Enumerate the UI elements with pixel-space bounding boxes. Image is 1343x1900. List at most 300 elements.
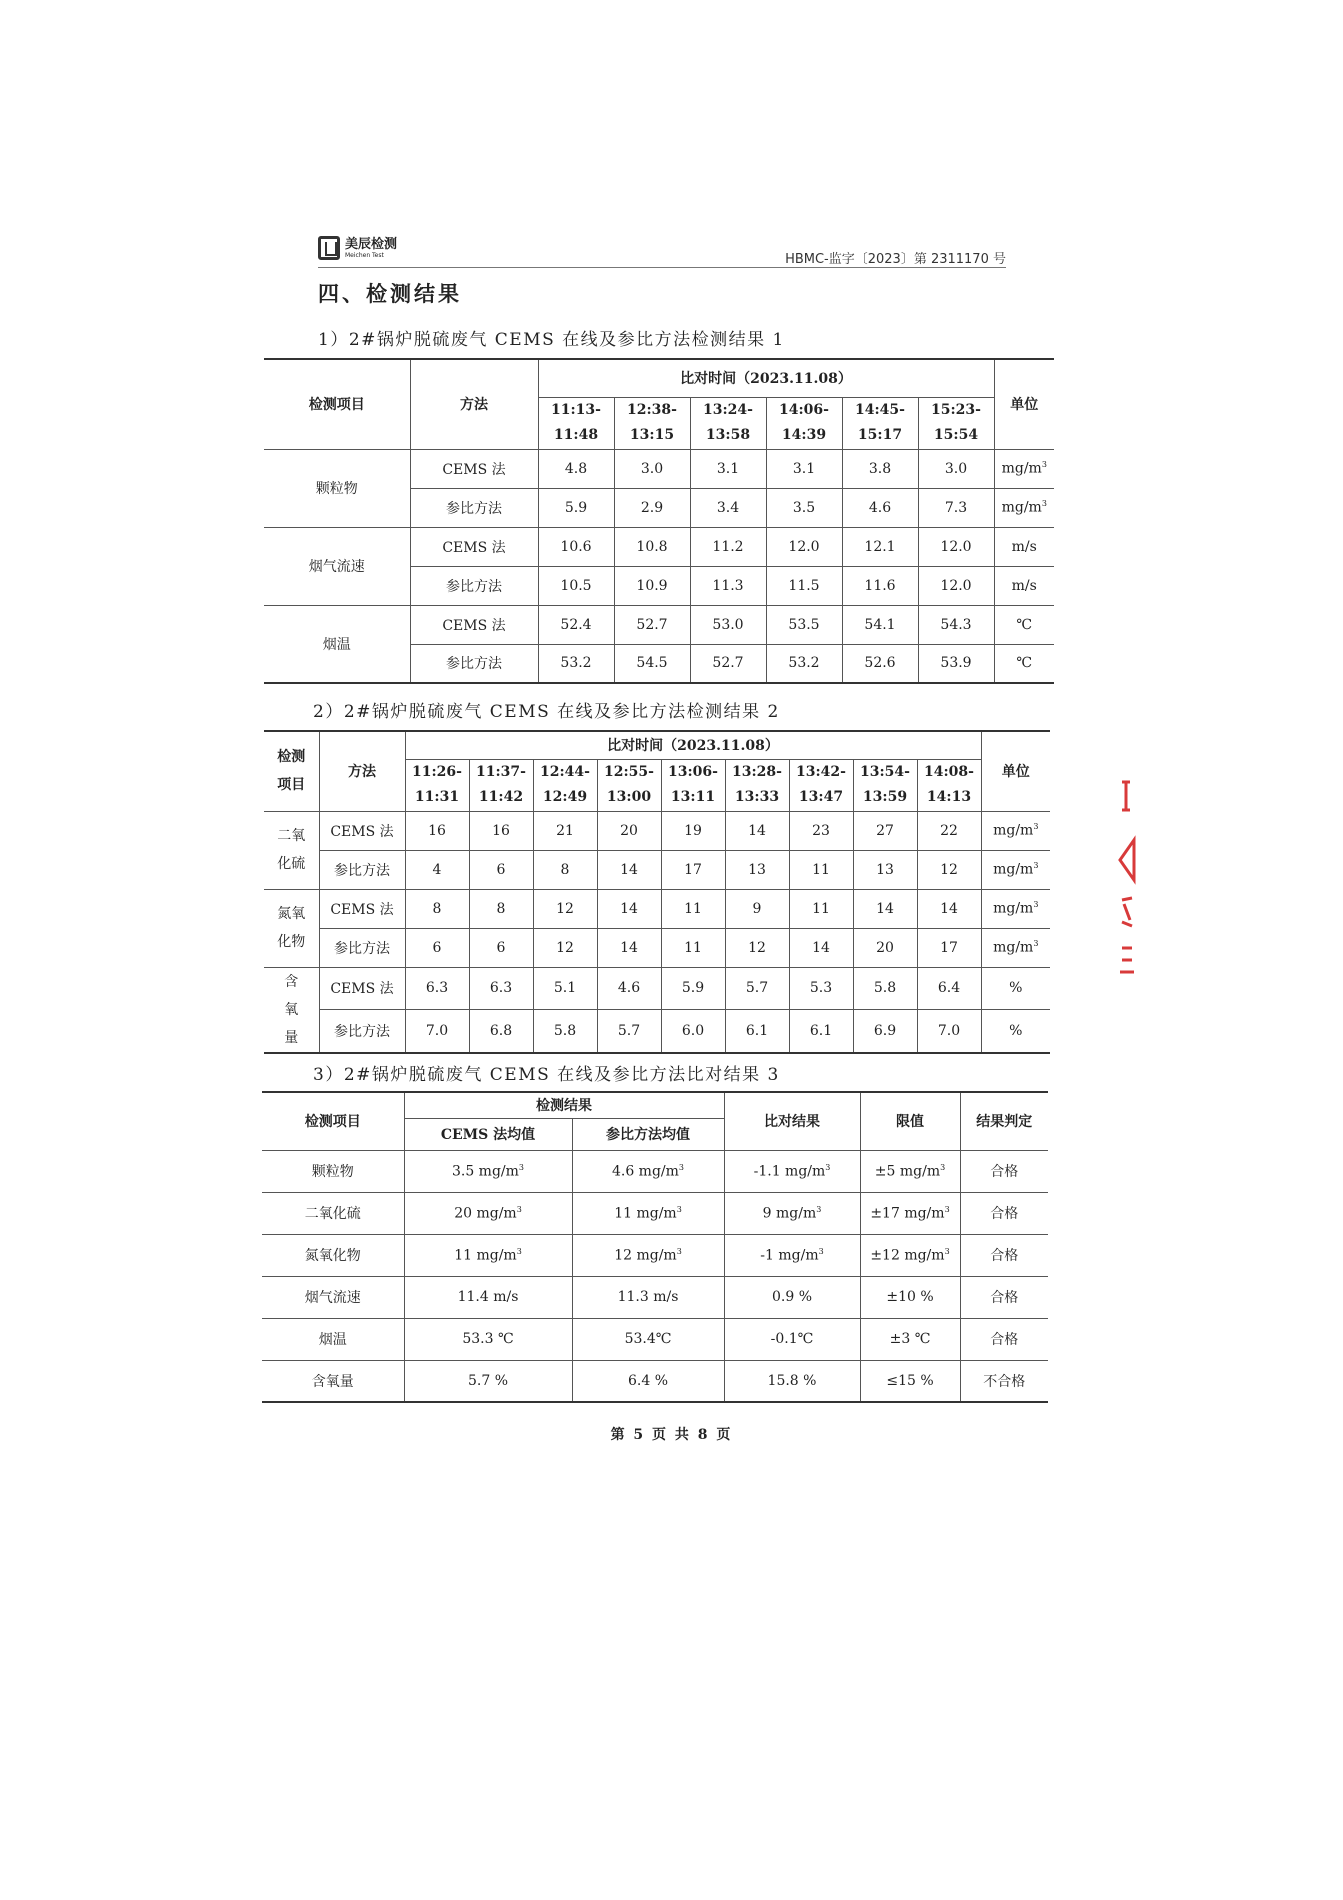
- time-end: 14:39: [781, 427, 827, 443]
- t3-header-compare: 比对结果: [724, 1092, 860, 1150]
- judgement-cell: 合格: [960, 1192, 1048, 1234]
- unit-cell-text: ℃: [1016, 616, 1033, 633]
- page-header: [318, 229, 1006, 268]
- t3-header-ref-avg: 参比方法均值: [572, 1118, 724, 1150]
- compare-cell: [724, 1192, 860, 1234]
- time-end: 13:59: [862, 789, 908, 805]
- value-cell: 54.5: [614, 644, 690, 683]
- cems-avg-cell: [404, 1276, 572, 1318]
- value-cell: 9: [725, 889, 789, 928]
- t2-header-item: [264, 731, 319, 811]
- t1-header-method: 方法: [410, 359, 538, 449]
- value-cell: 52.6: [842, 644, 918, 683]
- compare-cell-text: 0.9 %: [771, 1289, 813, 1305]
- method-cell: CEMS 法: [410, 527, 538, 566]
- value-cell: 5.8: [533, 1010, 597, 1053]
- stamp-stroke-2: [1120, 840, 1134, 880]
- value-cell: 7.3: [918, 488, 994, 527]
- table-row: [262, 1276, 1048, 1318]
- item-name-line: 化硫: [277, 856, 306, 872]
- table2-time-header: [469, 759, 533, 811]
- compare-cell-text: -1.1 mg/m: [753, 1163, 826, 1180]
- value-cell: 53.2: [766, 644, 842, 683]
- time-end: 11:42: [478, 789, 524, 805]
- time-end: 11:31: [414, 789, 460, 805]
- time-end: 13:15: [629, 427, 675, 443]
- time-end: 13:47: [798, 789, 844, 805]
- item-name-line: 化物: [277, 934, 306, 950]
- method-cell: CEMS 法: [319, 967, 405, 1010]
- unit-cell-text: m/s: [1011, 577, 1037, 594]
- method-cell: CEMS 法: [410, 605, 538, 644]
- table2-time-header: [661, 759, 725, 811]
- value-cell: 23: [789, 811, 853, 850]
- judgement-cell: 不合格: [960, 1360, 1048, 1402]
- ref-avg-cell-text: 53.4℃: [624, 1331, 672, 1347]
- method-cell: 参比方法: [319, 1010, 405, 1053]
- cems-avg-cell-text: 20 mg/m: [454, 1205, 517, 1222]
- time-end: 15:54: [933, 427, 979, 443]
- stamp-stroke-1: [1122, 782, 1130, 810]
- value-cell: 5.8: [853, 967, 917, 1010]
- table1-time-header: [766, 397, 842, 449]
- value-cell: 12.0: [766, 527, 842, 566]
- value-cell: 8: [533, 850, 597, 889]
- stamp-stroke-3: [1122, 898, 1132, 926]
- value-cell: 14: [917, 889, 981, 928]
- limit-cell: [860, 1150, 960, 1192]
- value-cell: 8: [469, 889, 533, 928]
- t2-header-item-line2: 项目: [277, 777, 306, 794]
- unit-cell: [981, 811, 1050, 850]
- compare-cell: [724, 1360, 860, 1402]
- value-cell: 14: [597, 889, 661, 928]
- time-end: 12:49: [542, 789, 588, 805]
- limit-cell: [860, 1318, 960, 1360]
- value-cell: 12.0: [918, 527, 994, 566]
- value-cell: 52.4: [538, 605, 614, 644]
- value-cell: 10.6: [538, 527, 614, 566]
- table2-time-header: [405, 759, 469, 811]
- method-cell: 参比方法: [410, 566, 538, 605]
- judgement-cell: 合格: [960, 1234, 1048, 1276]
- item-name-line: 含: [284, 973, 299, 990]
- ref-avg-cell-sup: 3: [676, 1204, 682, 1214]
- unit-cell-text: mg/m: [1001, 460, 1042, 477]
- table1-time-header: [538, 397, 614, 449]
- value-cell: 7.0: [405, 1010, 469, 1053]
- value-cell: 4.6: [842, 488, 918, 527]
- time-start: 15:23-: [931, 402, 981, 418]
- time-end: 14:13: [926, 789, 972, 805]
- t3-header-item: 检测项目: [262, 1092, 404, 1150]
- unit-cell: [994, 488, 1054, 527]
- value-cell: 10.5: [538, 566, 614, 605]
- judgement-cell: 合格: [960, 1318, 1048, 1360]
- ref-avg-cell-text: 4.6 mg/m: [611, 1163, 679, 1180]
- cems-avg-cell-sup: 3: [518, 1162, 525, 1172]
- ref-avg-cell: [572, 1276, 724, 1318]
- t1-header-item: 检测项目: [264, 359, 410, 449]
- ref-avg-cell: [572, 1360, 724, 1402]
- item-name-cell: 含氧量: [262, 1360, 404, 1402]
- item-name-cell: [264, 449, 410, 527]
- red-stamp-fragment: [1116, 780, 1138, 975]
- table-row: [264, 1010, 1050, 1053]
- limit-cell-sup: 3: [944, 1246, 950, 1256]
- value-cell: 54.1: [842, 605, 918, 644]
- limit-cell-sup: 3: [940, 1162, 946, 1172]
- value-cell: 22: [917, 811, 981, 850]
- t1-header-time: 比对时间（2023.11.08）: [538, 359, 994, 397]
- value-cell: 53.9: [918, 644, 994, 683]
- value-cell: 6: [405, 928, 469, 967]
- value-cell: 11: [789, 889, 853, 928]
- item-name-line: 氧: [284, 1001, 299, 1018]
- value-cell: 4.8: [538, 449, 614, 488]
- value-cell: 20: [597, 811, 661, 850]
- cems-avg-cell-text: 11 mg/m: [454, 1247, 517, 1264]
- item-name-cell: [264, 889, 319, 967]
- value-cell: 12.1: [842, 527, 918, 566]
- unit-cell-sup: 3: [1033, 822, 1039, 832]
- value-cell: 13: [725, 850, 789, 889]
- t3-header-limit: 限值: [860, 1092, 960, 1150]
- item-name-cell: 二氧化硫: [262, 1192, 404, 1234]
- stamp-stroke-4: [1120, 948, 1134, 972]
- unit-cell-text: mg/m: [993, 900, 1034, 917]
- cems-avg-cell-text: 11.4 m/s: [457, 1289, 519, 1305]
- compare-cell: [724, 1318, 860, 1360]
- value-cell: 5.1: [533, 967, 597, 1010]
- limit-cell-text: ±5 mg/m: [874, 1163, 941, 1180]
- table-row: [264, 527, 1054, 566]
- table1-caption: 1）2#锅炉脱硫废气 CEMS 在线及参比方法检测结果 1: [318, 330, 785, 350]
- limit-cell-text: ±17 mg/m: [870, 1205, 945, 1222]
- unit-cell-sup: 3: [1033, 900, 1039, 910]
- value-cell: 11.6: [842, 566, 918, 605]
- value-cell: 5.9: [661, 967, 725, 1010]
- value-cell: 19: [661, 811, 725, 850]
- value-cell: 3.5: [766, 488, 842, 527]
- table2-test-results: [264, 730, 1050, 1054]
- unit-cell-sup: 3: [1033, 939, 1039, 949]
- item-name-cell: [264, 605, 410, 683]
- compare-cell: [724, 1276, 860, 1318]
- table-row: [264, 850, 1050, 889]
- table-row: [264, 449, 1054, 488]
- value-cell: 12: [533, 889, 597, 928]
- limit-cell-text: ±3 ℃: [889, 1331, 931, 1347]
- value-cell: 7.0: [917, 1010, 981, 1053]
- item-name-cell: [264, 527, 410, 605]
- value-cell: 5.3: [789, 967, 853, 1010]
- table-row: [262, 1318, 1048, 1360]
- time-start: 11:26-: [412, 764, 462, 780]
- value-cell: 6.9: [853, 1010, 917, 1053]
- unit-cell: [994, 566, 1054, 605]
- time-start: 12:38-: [627, 402, 677, 418]
- value-cell: 6.0: [661, 1010, 725, 1053]
- value-cell: 14: [853, 889, 917, 928]
- compare-cell-text: -0.1℃: [770, 1331, 814, 1347]
- value-cell: 14: [789, 928, 853, 967]
- value-cell: 53.2: [538, 644, 614, 683]
- time-start: 12:44-: [540, 764, 590, 780]
- value-cell: 12: [725, 928, 789, 967]
- compare-cell: [724, 1150, 860, 1192]
- compare-cell-text: 9 mg/m: [762, 1205, 817, 1222]
- judgement-cell: 合格: [960, 1276, 1048, 1318]
- table2-time-header: [533, 759, 597, 811]
- table1-test-results: [264, 358, 1054, 684]
- value-cell: 6.3: [405, 967, 469, 1010]
- table-row: [264, 605, 1054, 644]
- time-start: 13:06-: [668, 764, 718, 780]
- time-end: 13:33: [734, 789, 780, 805]
- t2-header-method: 方法: [319, 731, 405, 811]
- value-cell: 3.8: [842, 449, 918, 488]
- value-cell: 12: [917, 850, 981, 889]
- logo-name-cn: 美辰检测: [345, 236, 398, 252]
- value-cell: 6.4: [917, 967, 981, 1010]
- method-cell: 参比方法: [319, 850, 405, 889]
- compare-cell: [724, 1234, 860, 1276]
- value-cell: 4.6: [597, 967, 661, 1010]
- ref-avg-cell-text: 11.3 m/s: [617, 1289, 679, 1305]
- value-cell: 11.5: [766, 566, 842, 605]
- value-cell: 5.9: [538, 488, 614, 527]
- ref-avg-cell-text: 6.4 %: [627, 1372, 669, 1389]
- item-name-line: 二氧: [277, 828, 306, 844]
- value-cell: 13: [853, 850, 917, 889]
- ref-avg-cell: [572, 1150, 724, 1192]
- unit-cell-text: mg/m: [993, 939, 1034, 956]
- unit-cell-sup: 3: [1041, 499, 1047, 509]
- judgement-cell: 合格: [960, 1150, 1048, 1192]
- table1-time-header: [690, 397, 766, 449]
- cems-avg-cell: [404, 1192, 572, 1234]
- value-cell: 14: [725, 811, 789, 850]
- method-cell: CEMS 法: [319, 889, 405, 928]
- value-cell: 6.8: [469, 1010, 533, 1053]
- compare-cell-text: 15.8 %: [767, 1372, 817, 1389]
- table-row: [264, 928, 1050, 967]
- compare-cell-text: -1 mg/m: [760, 1247, 819, 1264]
- value-cell: 11: [789, 850, 853, 889]
- method-cell: CEMS 法: [410, 449, 538, 488]
- value-cell: 11: [661, 928, 725, 967]
- section-title: 四、检测结果: [318, 282, 462, 306]
- value-cell: 6: [469, 928, 533, 967]
- item-name-line: 氮氧: [277, 906, 306, 922]
- value-cell: 53.0: [690, 605, 766, 644]
- limit-cell-text: ±12 mg/m: [870, 1247, 945, 1264]
- table-row: [262, 1360, 1048, 1402]
- table-row: [262, 1150, 1048, 1192]
- time-start: 13:28-: [732, 764, 782, 780]
- unit-cell-sup: 3: [1033, 861, 1039, 871]
- ref-avg-cell-text: 11 mg/m: [614, 1205, 677, 1222]
- cems-avg-cell: [404, 1360, 572, 1402]
- value-cell: 8: [405, 889, 469, 928]
- table1-time-header: [614, 397, 690, 449]
- cems-avg-cell: [404, 1318, 572, 1360]
- ref-avg-cell: [572, 1192, 724, 1234]
- value-cell: 3.1: [766, 449, 842, 488]
- table-row: [262, 1192, 1048, 1234]
- table2-time-header: [597, 759, 661, 811]
- cems-avg-cell-text: 3.5 mg/m: [451, 1163, 519, 1180]
- time-start: 14:08-: [924, 764, 974, 780]
- item-name-cell: 烟温: [262, 1318, 404, 1360]
- value-cell: 52.7: [690, 644, 766, 683]
- unit-cell: [981, 1010, 1050, 1053]
- value-cell: 4: [405, 850, 469, 889]
- value-cell: 10.9: [614, 566, 690, 605]
- table3-comparison-results: [262, 1091, 1048, 1403]
- limit-cell: [860, 1234, 960, 1276]
- time-start: 13:54-: [860, 764, 910, 780]
- table2-time-header: [917, 759, 981, 811]
- table1-time-header: [842, 397, 918, 449]
- value-cell: 53.5: [766, 605, 842, 644]
- unit-cell: [981, 967, 1050, 1010]
- value-cell: 17: [917, 928, 981, 967]
- value-cell: 11.3: [690, 566, 766, 605]
- table1-time-header: [918, 397, 994, 449]
- unit-cell-text: ℃: [1016, 655, 1033, 672]
- time-start: 11:37-: [476, 764, 526, 780]
- ref-avg-cell-sup: 3: [678, 1162, 685, 1172]
- document-number: HBMC-监字〔2023〕第 2311170 号: [785, 252, 1006, 267]
- method-cell: 参比方法: [410, 488, 538, 527]
- time-start: 14:06-: [779, 402, 829, 418]
- value-cell: 11: [661, 889, 725, 928]
- value-cell: 5.7: [597, 1010, 661, 1053]
- value-cell: 5.7: [725, 967, 789, 1010]
- item-name-line: 量: [284, 1029, 299, 1046]
- time-end: 13:58: [705, 427, 751, 443]
- value-cell: 52.7: [614, 605, 690, 644]
- item-name: 烟温: [322, 636, 351, 653]
- unit-cell: [994, 527, 1054, 566]
- time-end: 15:17: [857, 427, 903, 443]
- value-cell: 6.1: [725, 1010, 789, 1053]
- time-end: 13:00: [606, 789, 652, 805]
- ref-avg-cell-sup: 3: [676, 1246, 682, 1256]
- unit-cell: [981, 889, 1050, 928]
- time-start: 11:13-: [551, 402, 601, 418]
- limit-cell: [860, 1276, 960, 1318]
- table-row: [264, 889, 1050, 928]
- ref-avg-cell: [572, 1234, 724, 1276]
- t3-header-results: 检测结果: [404, 1092, 724, 1118]
- time-start: 12:55-: [604, 764, 654, 780]
- value-cell: 20: [853, 928, 917, 967]
- limit-cell-text: ±10 %: [886, 1289, 934, 1305]
- table-row: [262, 1234, 1048, 1276]
- unit-cell: [994, 605, 1054, 644]
- item-name-cell: 颗粒物: [262, 1150, 404, 1192]
- time-start: 14:45-: [855, 402, 905, 418]
- unit-cell-sup: 3: [1041, 460, 1047, 470]
- cems-avg-cell-text: 5.7 %: [467, 1372, 509, 1389]
- t3-header-judge: 结果判定: [960, 1092, 1048, 1150]
- value-cell: 3.1: [690, 449, 766, 488]
- value-cell: 16: [405, 811, 469, 850]
- table2-time-header: [789, 759, 853, 811]
- value-cell: 11.2: [690, 527, 766, 566]
- table2-time-header: [725, 759, 789, 811]
- method-cell: 参比方法: [410, 644, 538, 683]
- method-cell: CEMS 法: [319, 811, 405, 850]
- value-cell: 27: [853, 811, 917, 850]
- cems-avg-cell: [404, 1150, 572, 1192]
- ref-avg-cell-text: 12 mg/m: [614, 1247, 677, 1264]
- item-name: 烟气流速: [308, 559, 365, 575]
- limit-cell: [860, 1192, 960, 1234]
- t2-header-item-line1: 检测: [277, 749, 306, 766]
- compare-cell-sup: 3: [816, 1204, 822, 1214]
- ref-avg-cell: [572, 1318, 724, 1360]
- table2-caption: 2）2#锅炉脱硫废气 CEMS 在线及参比方法检测结果 2: [313, 702, 780, 722]
- value-cell: 54.3: [918, 605, 994, 644]
- value-cell: 3.4: [690, 488, 766, 527]
- value-cell: 6: [469, 850, 533, 889]
- unit-cell: [981, 850, 1050, 889]
- cems-avg-cell-sup: 3: [516, 1246, 522, 1256]
- value-cell: 10.8: [614, 527, 690, 566]
- page-footer: 第 5 页 共 8 页: [610, 1427, 733, 1443]
- t1-header-unit: 单位: [994, 359, 1054, 449]
- logo-name-en: Meichen Test: [345, 251, 384, 259]
- unit-cell-text: m/s: [1011, 538, 1037, 555]
- unit-cell-text: mg/m: [993, 822, 1034, 839]
- item-name-cell: 氮氧化物: [262, 1234, 404, 1276]
- logo-icon: [318, 236, 340, 260]
- unit-cell: [981, 928, 1050, 967]
- value-cell: 16: [469, 811, 533, 850]
- limit-cell-text: ≤15 %: [886, 1372, 934, 1389]
- cems-avg-cell-sup: 3: [516, 1204, 522, 1214]
- value-cell: 3.0: [614, 449, 690, 488]
- limit-cell: [860, 1360, 960, 1402]
- time-start: 13:42-: [796, 764, 846, 780]
- unit-cell: [994, 644, 1054, 683]
- value-cell: 14: [597, 850, 661, 889]
- value-cell: 12.0: [918, 566, 994, 605]
- value-cell: 21: [533, 811, 597, 850]
- t3-header-cems-avg: CEMS 法均值: [404, 1118, 572, 1150]
- value-cell: 3.0: [918, 449, 994, 488]
- cems-avg-cell-text: 53.3 ℃: [462, 1331, 514, 1347]
- item-name-cell: [264, 811, 319, 889]
- time-end: 13:11: [670, 789, 716, 805]
- value-cell: 17: [661, 850, 725, 889]
- t2-header-unit: 单位: [981, 731, 1050, 811]
- company-logo: [318, 233, 397, 263]
- time-end: 11:48: [553, 427, 599, 443]
- value-cell: 6.1: [789, 1010, 853, 1053]
- table-row: [264, 967, 1050, 1010]
- table2-time-header: [853, 759, 917, 811]
- unit-cell: [994, 449, 1054, 488]
- value-cell: 6.3: [469, 967, 533, 1010]
- compare-cell-sup: 3: [825, 1162, 831, 1172]
- time-start: 13:24-: [703, 402, 753, 418]
- item-name-cell: [264, 967, 319, 1053]
